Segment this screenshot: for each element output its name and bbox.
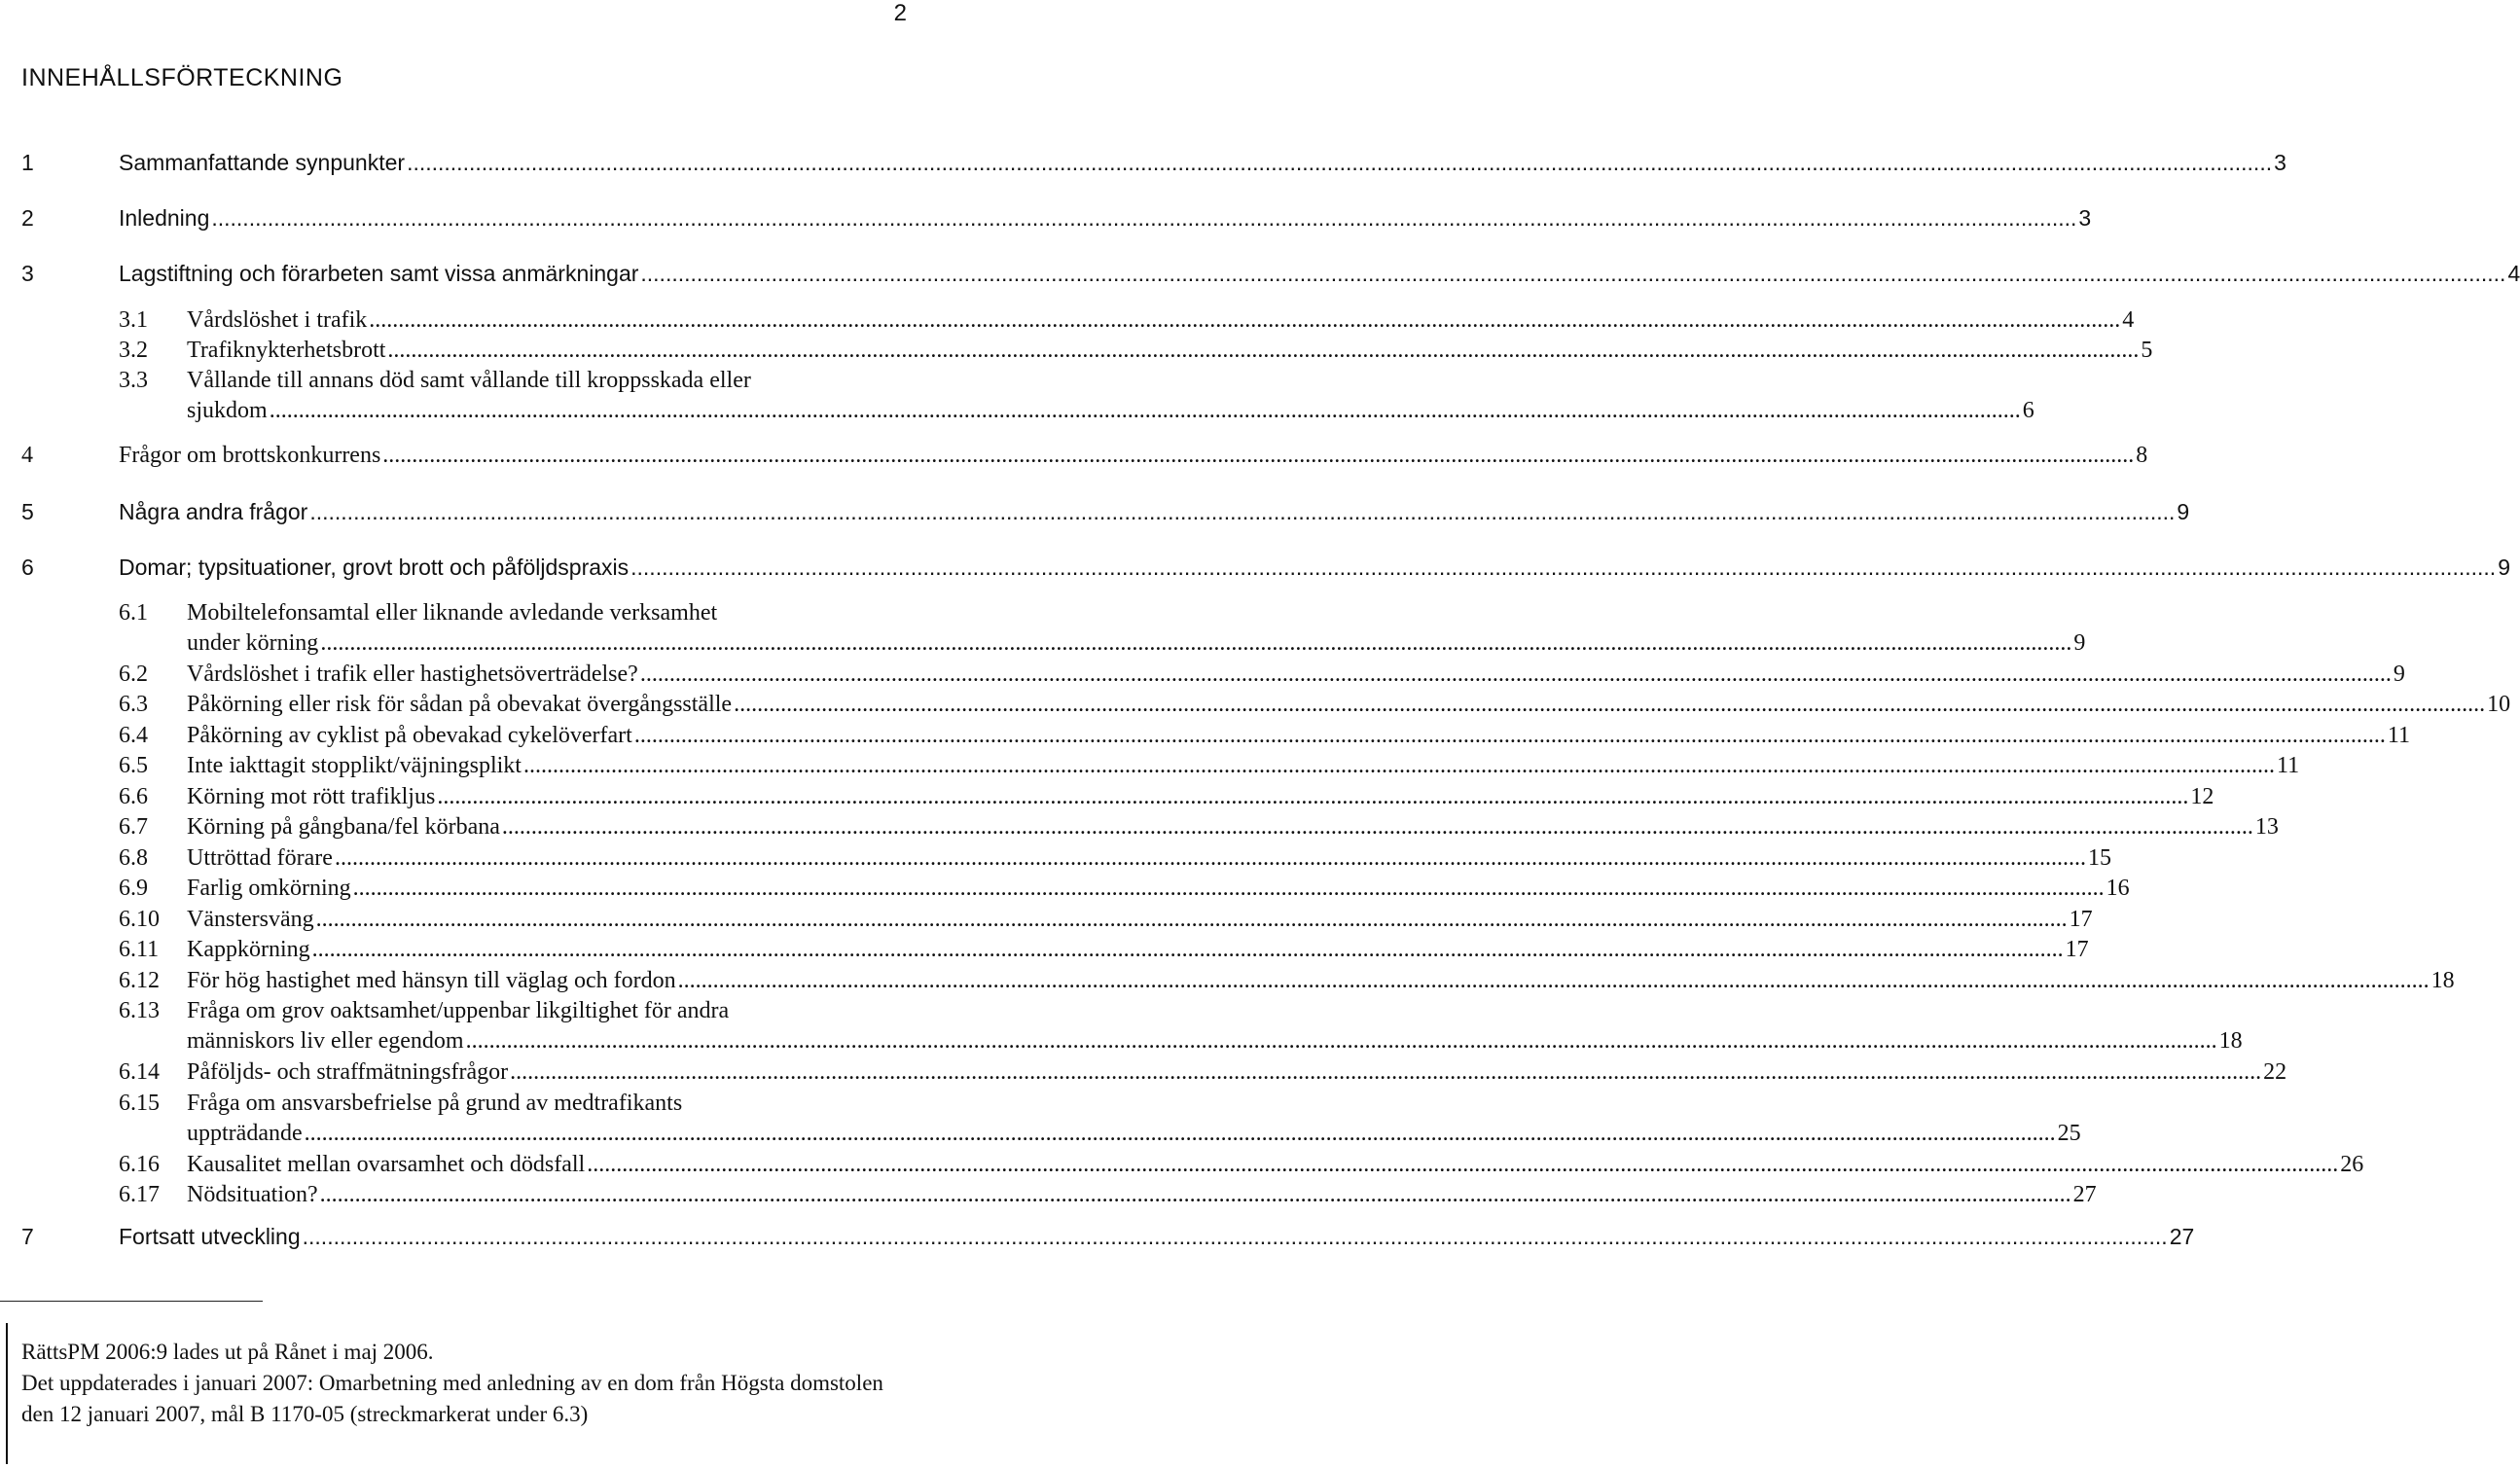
toc-entry-number: 6.9 [119, 876, 148, 901]
toc-entry[interactable] [0, 1224, 2195, 1257]
toc-entry-number: 5 [21, 499, 34, 524]
toc-entry[interactable] [0, 998, 2243, 1054]
toc-entry-title: Kappkörning [187, 937, 310, 962]
toc-entry-number: 7 [21, 1224, 34, 1249]
toc-entry-title-continued: under körning [187, 630, 319, 656]
toc-entry-page: 9 [2073, 630, 2086, 656]
toc-entry[interactable] [0, 876, 2130, 909]
toc-entry-title-continued: människors liv eller egendom [187, 1028, 464, 1054]
toc-entry-number: 6.5 [119, 753, 148, 778]
dot-leader: ............................................................................................................................................................................................................................................................................................................ [587, 1152, 2339, 1177]
dot-leader: ............................................................................................................................................................................................................................................................................................................ [315, 907, 2068, 932]
toc-entry-page: 25 [2057, 1121, 2081, 1146]
toc-entry-page: 27 [2072, 1182, 2097, 1207]
footer-line-1: RättsPM 2006:9 lades ut på Rånet i maj 2006. [21, 1340, 434, 1364]
toc-entry-title: Farlig omkörning [187, 876, 351, 901]
toc-entry[interactable] [0, 1091, 2081, 1146]
toc-entry-page: 17 [2069, 907, 2093, 932]
dot-leader: ............................................................................................................................................................................................................................................................................................................ [387, 338, 2140, 363]
toc-entry-page: 11 [2387, 723, 2410, 748]
dot-leader: ............................................................................................................................................................................................................................................................................................................ [319, 1182, 2071, 1207]
toc-entry[interactable] [0, 150, 2286, 183]
toc-entry-page: 10 [2487, 692, 2511, 717]
dot-leader: ............................................................................................................................................................................................................................................................................................................ [630, 555, 2497, 580]
toc-entry-title: För hög hastighet med hänsyn till väglag och fordon [187, 968, 676, 993]
toc-entry-title: Några andra frågor [119, 499, 308, 524]
toc-entry[interactable] [0, 261, 2520, 294]
toc-entry-number: 6.3 [119, 692, 148, 717]
toc-entry-title: Trafiknykterhetsbrott [187, 338, 386, 363]
toc-entry-number: 6.8 [119, 845, 148, 871]
toc-entry-title: Vänstersväng [187, 907, 314, 932]
toc-entry[interactable] [0, 1059, 2287, 1092]
toc-entry-page: 3 [2078, 205, 2092, 231]
toc-entry-title-continued: uppträdande [187, 1121, 303, 1146]
toc-entry-number: 3.2 [119, 338, 148, 363]
dot-leader: ............................................................................................................................................................................................................................................................................................................ [320, 630, 2072, 656]
toc-entry-number: 6.17 [119, 1182, 160, 1207]
dot-leader: ............................................................................................................................................................................................................................................................................................................ [437, 784, 2189, 809]
toc-entry-page: 17 [2065, 937, 2089, 962]
toc-title: INNEHÅLLSFÖRTECKNING [21, 64, 343, 91]
toc-entry-page: 15 [2087, 845, 2111, 871]
toc-entry-number: 4 [21, 443, 33, 468]
toc-entry-title: Sammanfattande synpunkter [119, 150, 406, 175]
dot-leader: ............................................................................................................................................................................................................................................................................................................ [369, 307, 2121, 333]
dot-leader: ............................................................................................................................................................................................................................................................................................................ [465, 1028, 2217, 1054]
dot-leader: ............................................................................................................................................................................................................................................................................................................ [334, 845, 2086, 871]
toc-entry[interactable] [0, 1152, 2364, 1185]
toc-entry-page: 22 [2263, 1059, 2287, 1085]
toc-entry-page: 5 [2141, 338, 2153, 363]
toc-entry-number: 6.7 [119, 814, 148, 840]
toc-entry[interactable] [0, 723, 2410, 756]
toc-entry-title: Frågor om brottskonkurrens [119, 443, 381, 468]
dot-leader: ............................................................................................................................................................................................................................................................................................................ [639, 662, 2392, 687]
toc-entry-number: 6.11 [119, 937, 160, 962]
toc-entry[interactable] [0, 968, 2455, 1001]
toc-entry-title: Domar; typsituationer, grovt brott och påföljdspraxis [119, 555, 630, 580]
toc-entry-page: 3 [2274, 150, 2286, 175]
toc-entry-number: 6 [21, 555, 34, 580]
dot-leader: ............................................................................................................................................................................................................................................................................................................ [640, 261, 2506, 286]
toc-entry-title: Inte iakttagit stopplikt/väjningsplikt [187, 753, 522, 778]
toc-entry-page: 8 [2136, 443, 2148, 468]
toc-entry[interactable] [0, 600, 2086, 656]
footer-line-2: Det uppdaterades i januari 2007: Omarbetning med anledning av en dom från Högsta domstolen den 12 januari 2007, mål B 1170-05 (streckmarkerat under 6.3) [21, 1371, 883, 1426]
toc-entry-page: 11 [2276, 753, 2300, 778]
toc-entry-page: 12 [2190, 784, 2214, 809]
toc-entry[interactable] [0, 784, 2214, 817]
toc-entry-number: 6.4 [119, 723, 148, 748]
toc-entry-title: Fråga om grov oaktsamhet/uppenbar likgiltighet för andra [187, 998, 730, 1023]
toc-entry[interactable] [0, 907, 2093, 940]
toc-entry-title: Fråga om ansvarsbefrielse på grund av medtrafikants [187, 1091, 683, 1116]
toc-entry-title: Vårdslöshet i trafik eller hastighetsöverträdelse? [187, 662, 638, 687]
toc-entry-page: 18 [2430, 968, 2455, 993]
toc-entry[interactable] [0, 662, 2405, 695]
toc-entry-page: 4 [2507, 261, 2520, 286]
toc-entry-title: Mobiltelefonsamtal eller liknande avledande verksamhet [187, 600, 718, 626]
toc-entry-number: 6.15 [119, 1091, 160, 1116]
toc-entry[interactable] [0, 307, 2135, 340]
toc-entry-number: 6.2 [119, 662, 148, 687]
toc-entry-number: 6.16 [119, 1152, 160, 1177]
toc-entry-number: 6.10 [119, 907, 160, 932]
dot-leader: ............................................................................................................................................................................................................................................................................................................ [302, 1224, 2168, 1249]
toc-entry-number: 3.1 [119, 307, 148, 333]
toc-entry-title: Kausalitet mellan ovarsamhet och dödsfall [187, 1152, 586, 1177]
toc-entry[interactable] [0, 499, 2190, 532]
dot-leader: ............................................................................................................................................................................................................................................................................................................ [382, 443, 2135, 468]
toc-entry[interactable] [0, 814, 2279, 847]
toc-entry-page: 26 [2340, 1152, 2364, 1177]
toc-entry-title-continued: sjukdom [187, 398, 268, 423]
dot-leader: ............................................................................................................................................................................................................................................................................................................ [501, 814, 2253, 840]
dot-leader: ............................................................................................................................................................................................................................................................................................................ [522, 753, 2275, 778]
toc-entry[interactable] [0, 1182, 2097, 1215]
toc-entry-title: Körning på gångbana/fel körbana [187, 814, 500, 840]
toc-entry[interactable] [0, 555, 2510, 588]
dot-leader: ............................................................................................................................................................................................................................................................................................................ [633, 723, 2386, 748]
toc-entry-title: Uttröttad förare [187, 845, 333, 871]
toc-entry-title: Vårdslöshet i trafik [187, 307, 368, 333]
toc-entry-number: 6.14 [119, 1059, 160, 1085]
toc-entry-number: 3.3 [119, 368, 148, 393]
change-bar [6, 1323, 8, 1464]
toc-entry-title: Vållande till annans död samt vållande till kroppsskada eller [187, 368, 751, 393]
toc-entry-page: 13 [2254, 814, 2279, 840]
page-number: 2 [893, 0, 907, 26]
toc-entry-number: 6.12 [119, 968, 160, 993]
toc-entry-title: Påföljds- och straffmätningsfrågor [187, 1059, 509, 1085]
toc-entry-page: 27 [2169, 1224, 2195, 1249]
toc-entry[interactable] [0, 753, 2300, 786]
toc-entry-number: 2 [21, 205, 34, 231]
dot-leader: ............................................................................................................................................................................................................................................................................................................ [211, 205, 2077, 231]
dot-leader: ............................................................................................................................................................................................................................................................................................................ [734, 692, 2486, 717]
footer-note [21, 1337, 917, 1430]
toc-entry-number: 6.6 [119, 784, 148, 809]
toc-entry[interactable] [0, 692, 2511, 725]
dot-leader: ............................................................................................................................................................................................................................................................................................................ [407, 150, 2273, 175]
toc-entry[interactable] [0, 368, 2034, 423]
toc-entry-number: 3 [21, 261, 34, 286]
toc-entry-title: Körning mot rött trafikljus [187, 784, 436, 809]
dot-leader: ............................................................................................................................................................................................................................................................................................................ [311, 937, 2064, 962]
toc-entry[interactable] [0, 443, 2148, 476]
toc-entry-page: 9 [2498, 555, 2510, 580]
toc-entry-page: 4 [2122, 307, 2135, 333]
toc-entry[interactable] [0, 845, 2111, 878]
toc-entry-title: Inledning [119, 205, 210, 231]
dot-leader: ............................................................................................................................................................................................................................................................................................................ [510, 1059, 2262, 1085]
footer-rule [0, 1301, 263, 1302]
toc-entry-title: Fortsatt utveckling [119, 1224, 301, 1249]
dot-leader: ............................................................................................................................................................................................................................................................................................................ [677, 968, 2430, 993]
dot-leader: ............................................................................................................................................................................................................................................................................................................ [269, 398, 2021, 423]
dot-leader: ............................................................................................................................................................................................................................................................................................................ [309, 499, 2176, 524]
toc-entry-page: 16 [2106, 876, 2130, 901]
toc-entry[interactable] [0, 338, 2153, 371]
toc-entry[interactable] [0, 937, 2089, 970]
toc-entry-page: 9 [2177, 499, 2190, 524]
toc-entry[interactable] [0, 205, 2092, 238]
toc-entry-page: 9 [2393, 662, 2405, 687]
toc-entry-number: 6.1 [119, 600, 148, 626]
dot-leader: ............................................................................................................................................................................................................................................................................................................ [304, 1121, 2056, 1146]
toc-entry-page: 18 [2218, 1028, 2243, 1054]
toc-entry-page: 6 [2022, 398, 2034, 423]
toc-entry-title: Påkörning av cyklist på obevakad cykelöverfart [187, 723, 632, 748]
toc-entry-title: Påkörning eller risk för sådan på obevakat övergångsställe [187, 692, 733, 717]
toc-entry-number: 6.13 [119, 998, 160, 1023]
toc-entry-title: Lagstiftning och förarbeten samt vissa anmärkningar [119, 261, 639, 286]
dot-leader: ............................................................................................................................................................................................................................................................................................................ [352, 876, 2105, 901]
toc-entry-number: 1 [21, 150, 34, 175]
toc-entry-title: Nödsituation? [187, 1182, 318, 1207]
